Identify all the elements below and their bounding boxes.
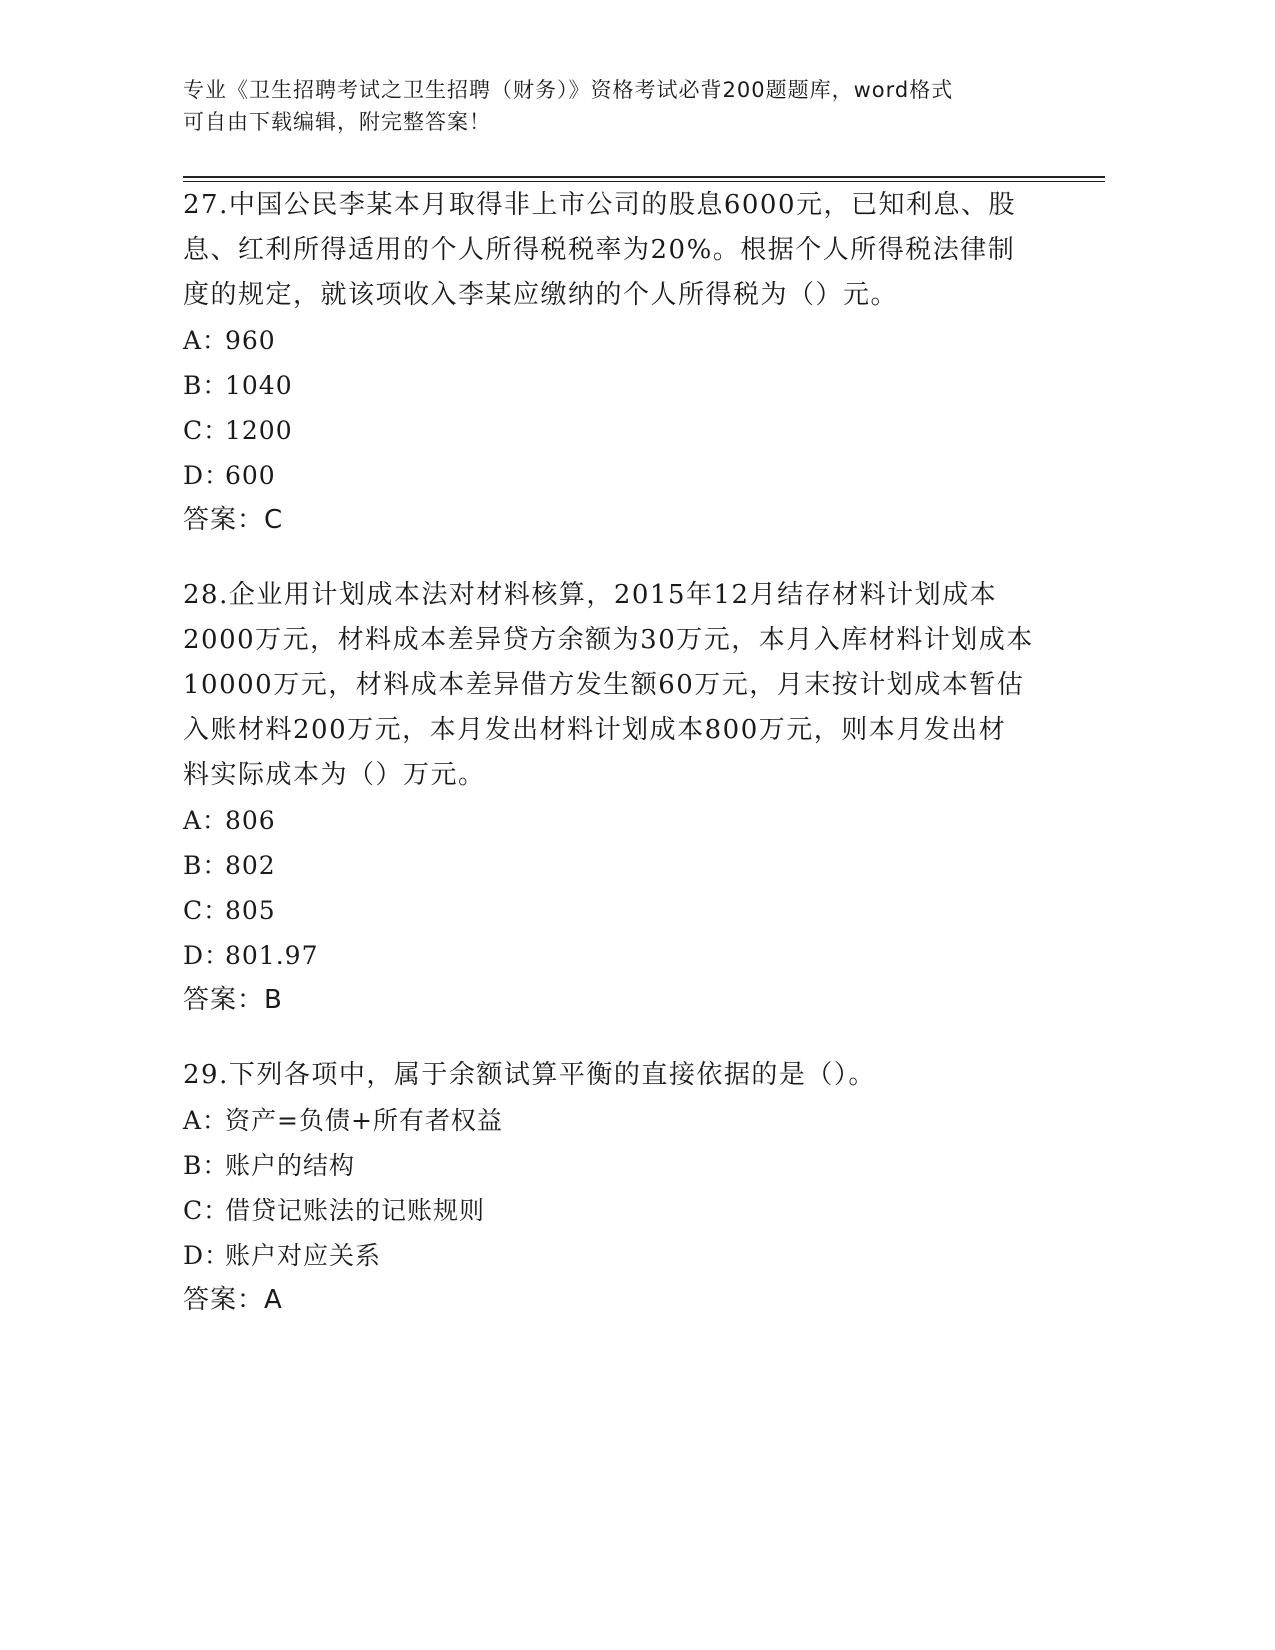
option-text: 801.97 [225, 941, 319, 970]
option-key: D： [183, 461, 231, 490]
question-stem-line: 10000万元，材料成本差异借方发生额60万元，月末按计划成本暂估 [183, 670, 1025, 700]
question-27 [183, 183, 1063, 543]
option-b [183, 363, 1063, 408]
question-stem-line: 度的规定，就该项收入李某应缴纳的个人所得税为（）元。 [183, 280, 899, 310]
question-stem-line: 入账材料200万元，本月发出材料计划成本800万元，则本月发出材 [183, 715, 1007, 745]
header-divider-thick [183, 176, 1105, 178]
option-text: 资产=负债+所有者权益 [225, 1106, 503, 1135]
option-a [183, 318, 1063, 363]
option-a [183, 1098, 1063, 1143]
option-d [183, 933, 1063, 978]
answer-line: 答案：B [183, 985, 283, 1015]
option-c [183, 1188, 1063, 1233]
option-b [183, 1143, 1063, 1188]
question-29 [183, 1053, 1063, 1323]
option-b [183, 843, 1063, 888]
option-text: 600 [225, 461, 276, 490]
option-key: A： [183, 806, 229, 835]
document-header [183, 74, 1063, 138]
option-key: B： [183, 1151, 229, 1180]
option-key: D： [183, 941, 231, 970]
option-key: A： [183, 1106, 229, 1135]
header-line: 可自由下载编辑，附完整答案！ [183, 110, 491, 134]
option-key: B： [183, 371, 229, 400]
question-stem-line: 料实际成本为（）万元。 [183, 760, 486, 790]
option-key: D： [183, 1241, 231, 1270]
option-d [183, 1233, 1063, 1278]
question-28 [183, 573, 1063, 1023]
option-text: 账户的结构 [225, 1151, 356, 1180]
header-line: 专业《卫生招聘考试之卫生招聘（财务）》资格考试必背200题题库，word格式 [183, 78, 954, 102]
question-stem-line: 2000万元，材料成本差异贷方余额为30万元，本月入库材料计划成本 [183, 625, 1034, 655]
option-key: C： [183, 1196, 230, 1225]
option-c [183, 408, 1063, 453]
option-key: C： [183, 896, 230, 925]
option-text: 1200 [225, 416, 293, 445]
header-divider-thin [183, 181, 1105, 182]
answer-line: 答案：C [183, 505, 284, 535]
option-text: 账户对应关系 [225, 1241, 382, 1270]
option-text: 806 [225, 806, 276, 835]
option-text: 1040 [225, 371, 293, 400]
option-key: A： [183, 326, 229, 355]
question-stem-line: 27.中国公民李某本月取得非上市公司的股息6000元，已知利息、股 [183, 190, 1017, 220]
question-stem-line: 29.下列各项中，属于余额试算平衡的直接依据的是（）。 [183, 1060, 876, 1090]
option-key: C： [183, 416, 230, 445]
option-key: B： [183, 851, 229, 880]
option-d [183, 453, 1063, 498]
option-text: 借贷记账法的记账规则 [225, 1196, 486, 1225]
question-stem-line: 28.企业用计划成本法对材料核算，2015年12月结存材料计划成本 [183, 580, 998, 610]
option-c [183, 888, 1063, 933]
answer-line: 答案：A [183, 1285, 283, 1315]
option-text: 802 [225, 851, 276, 880]
option-a [183, 798, 1063, 843]
option-text: 805 [225, 896, 276, 925]
option-text: 960 [225, 326, 276, 355]
question-stem-line: 息、红利所得适用的个人所得税税率为20%。根据个人所得税法律制 [183, 235, 1016, 265]
